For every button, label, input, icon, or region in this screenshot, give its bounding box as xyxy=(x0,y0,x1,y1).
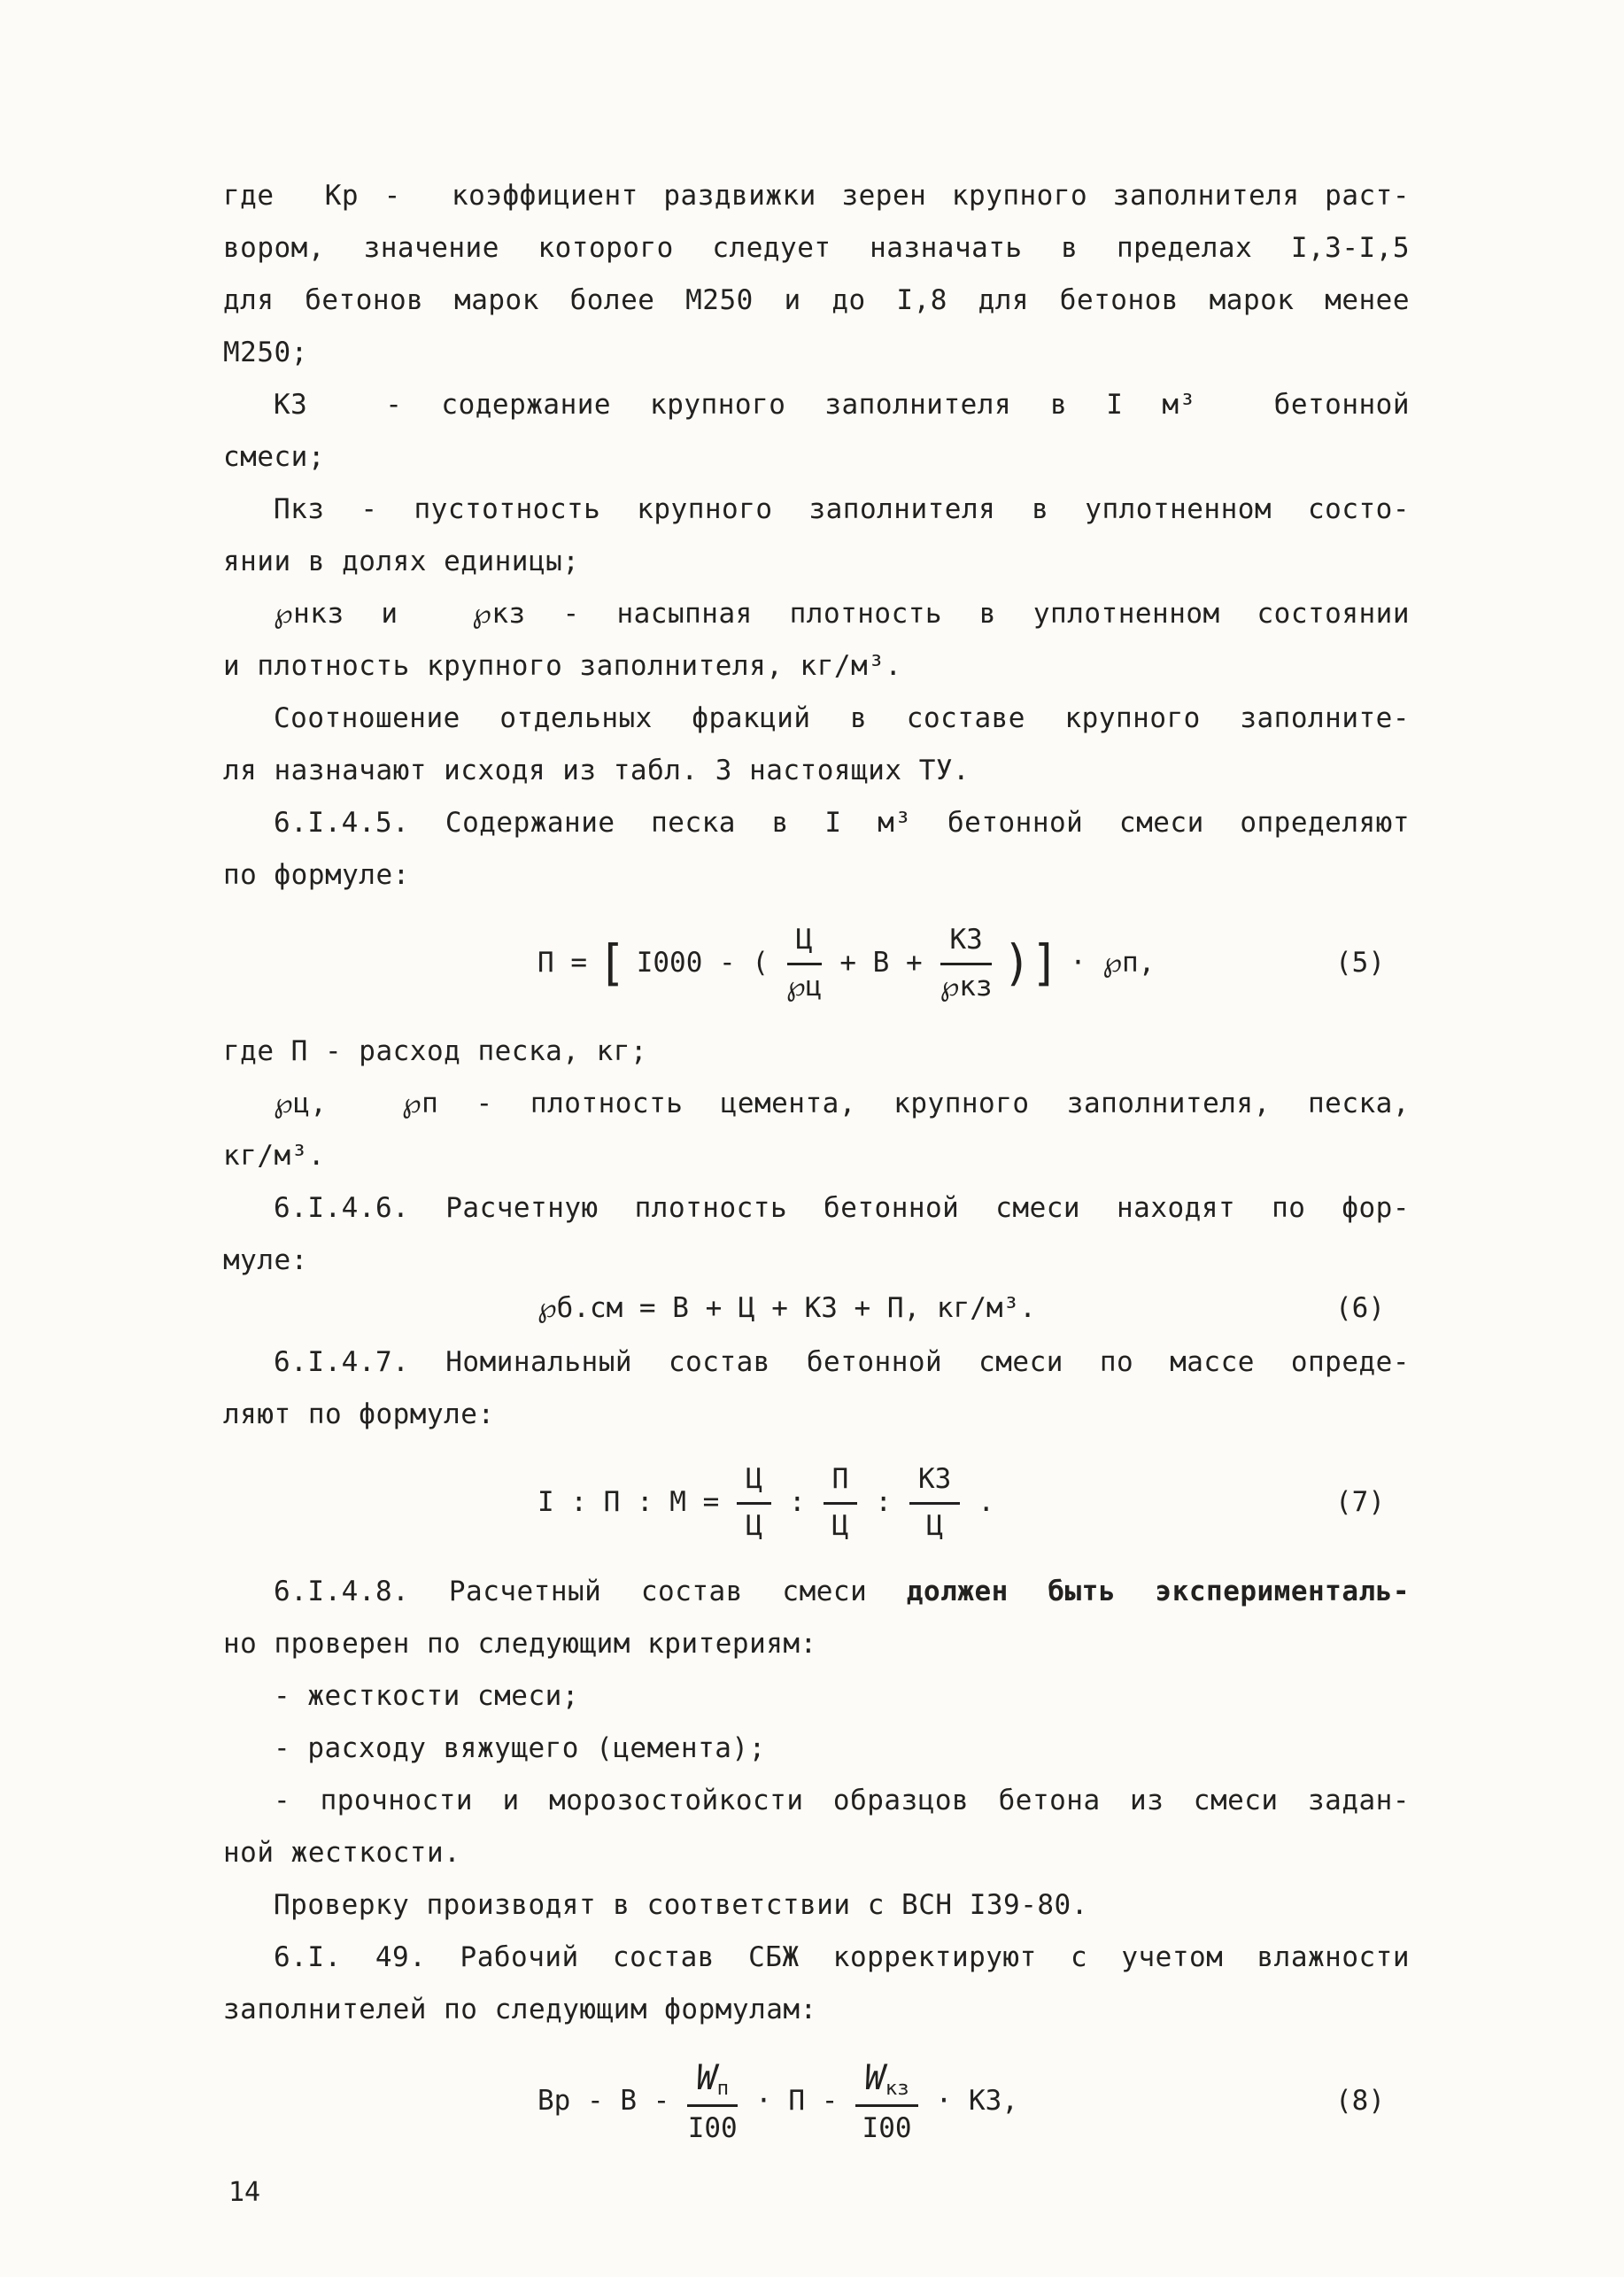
text-line: заполнителей по следующим формулам: xyxy=(223,1993,817,2025)
text-line: янии в долях единицы; xyxy=(223,546,580,577)
fraction-denominator: ℘ц xyxy=(786,970,823,1003)
text-span: 6.I.4.8. Расчетный состав смеси xyxy=(274,1575,907,1607)
text-line: Пкз - пустотность крупного заполнителя в уплотненном состо- xyxy=(274,493,1410,525)
fraction-denominator: I00 xyxy=(687,2112,738,2145)
fraction-denominator: Ц xyxy=(926,1509,943,1542)
moisture-symbol: W xyxy=(696,2057,717,2098)
fraction xyxy=(687,2057,738,2145)
formula-number: (7) xyxy=(1335,1486,1385,1519)
moisture-symbol: W xyxy=(864,2057,885,2098)
formula-term: : xyxy=(788,1486,806,1519)
formula-5-body xyxy=(529,923,1164,1003)
formula-8-body xyxy=(529,2057,1027,2145)
formula-number: (5) xyxy=(1335,947,1385,980)
open-square-bracket: [ xyxy=(598,934,626,992)
fraction xyxy=(737,1462,771,1542)
text-line: муле: xyxy=(223,1244,308,1277)
text-line: - расходу вяжущего (цемента); xyxy=(274,1731,766,1764)
formula-term: : xyxy=(875,1486,892,1519)
fraction xyxy=(786,923,822,1003)
fraction xyxy=(855,2057,917,2145)
text-line: М250; xyxy=(223,337,308,368)
text-line: по формуле: xyxy=(223,859,410,891)
text-line: ля назначают исходя из табл. 3 настоящих ТУ. xyxy=(223,755,971,786)
fraction-numerator: КЗ xyxy=(940,923,991,965)
close-square-bracket: )] xyxy=(1002,934,1060,992)
text-line: ℘ц, ℘п - плотность цемента, крупного заполнителя, песка, xyxy=(274,1088,1410,1120)
text-line: Проверку производят в соответствии с ВСН I39-80. xyxy=(274,1888,1088,1921)
formula-term: + В + xyxy=(839,947,923,980)
formula-8 xyxy=(223,2057,1410,2145)
page-number: 14 xyxy=(228,2176,261,2208)
text-line: и плотность крупного заполнителя, кг/м³. xyxy=(223,650,902,682)
text-line: КЗ - содержание крупного заполнителя в I м³ бетонной xyxy=(274,389,1410,421)
text-line: ляют по формуле: xyxy=(223,1398,495,1431)
text-line: для бетонов марок более М250 и до I,8 для бетонов марок менее xyxy=(223,284,1410,316)
fraction xyxy=(940,923,993,1003)
text-line: но проверен по следующим критериям: xyxy=(223,1627,817,1660)
text-line: 6.I.4.7. Номинальный состав бетонной смеси по массе опреде- xyxy=(274,1346,1410,1379)
fraction xyxy=(824,1462,858,1542)
fraction-numerator: КЗ xyxy=(909,1462,960,1505)
formula-term: ℘б.см = В + Ц + КЗ + П, кг/м³. xyxy=(537,1292,1036,1325)
fraction-denominator: Ц xyxy=(746,1509,762,1542)
fraction-numerator: Ц xyxy=(737,1462,771,1505)
text-line: ℘нкз и ℘кз - насыпная плотность в уплотненном состоянии xyxy=(274,598,1410,630)
text-line: где П - расход песка, кг; xyxy=(223,1035,648,1068)
formula-number: (6) xyxy=(1335,1292,1385,1325)
paragraph-section-1 xyxy=(223,170,1410,902)
fraction-numerator: П xyxy=(824,1462,858,1505)
text-line: 6.I.4.5. Содержание песка в I м³ бетонной смеси определяют xyxy=(274,807,1410,839)
fraction-numerator xyxy=(687,2057,738,2108)
formula-term: · П - xyxy=(755,2085,839,2118)
text-line: ной жесткости. xyxy=(223,1836,461,1869)
fraction-denominator: Ц xyxy=(831,1509,849,1542)
text-line: - жесткости смеси; xyxy=(274,1679,579,1712)
formula-7 xyxy=(223,1462,1410,1542)
text-line: где Кр - коэффициент раздвижки зерен крупного заполнителя раст- xyxy=(223,180,1410,212)
paragraph-section-4 xyxy=(223,1566,1410,2036)
text-line: вором, значение которого следует назначать в пределах I,3-I,5 xyxy=(223,232,1410,264)
emphasized-text: должен быть эксперименталь- xyxy=(906,1575,1410,1607)
subscript: кз xyxy=(885,2077,909,2101)
formula-number: (8) xyxy=(1335,2085,1385,2118)
text-line xyxy=(223,1566,1410,1618)
formula-6 xyxy=(223,1292,1410,1324)
fraction-denominator: ℘кз xyxy=(940,970,993,1003)
formula-term: · КЗ, xyxy=(935,2085,1018,2118)
text-line: кг/м³. xyxy=(223,1140,325,1173)
paragraph-section-3 xyxy=(223,1336,1410,1441)
formula-term: . xyxy=(978,1486,994,1519)
fraction xyxy=(909,1462,960,1542)
formula-5 xyxy=(223,923,1410,1003)
text-line: Соотношение отдельных фракций в составе крупного заполните- xyxy=(274,702,1410,734)
fraction-denominator: I00 xyxy=(862,2112,912,2145)
text-line: - прочности и морозостойкости образцов бетона из смеси задан- xyxy=(274,1784,1410,1816)
formula-term: · ℘п, xyxy=(1070,947,1156,980)
subscript: п xyxy=(716,2077,730,2101)
document-content xyxy=(223,170,1410,2208)
formula-6-body xyxy=(529,1292,1045,1324)
fraction-numerator xyxy=(855,2057,917,2108)
text-line: 6.I. 49. Рабочий состав СБЖ корректируют с учетом влажности xyxy=(274,1940,1410,1973)
formula-term: I000 - ( xyxy=(636,947,769,980)
formula-lhs: Вр - В - xyxy=(537,2085,670,2118)
paragraph-section-2 xyxy=(223,1026,1410,1287)
text-line: 6.I.4.6. Расчетную плотность бетонной смеси находят по фор- xyxy=(274,1192,1410,1225)
fraction-numerator: Ц xyxy=(787,923,822,965)
formula-7-body xyxy=(529,1462,1003,1542)
formula-lhs: I : П : М = xyxy=(537,1486,720,1519)
text-line: смеси; xyxy=(223,441,325,473)
formula-lhs: П = xyxy=(537,947,587,980)
